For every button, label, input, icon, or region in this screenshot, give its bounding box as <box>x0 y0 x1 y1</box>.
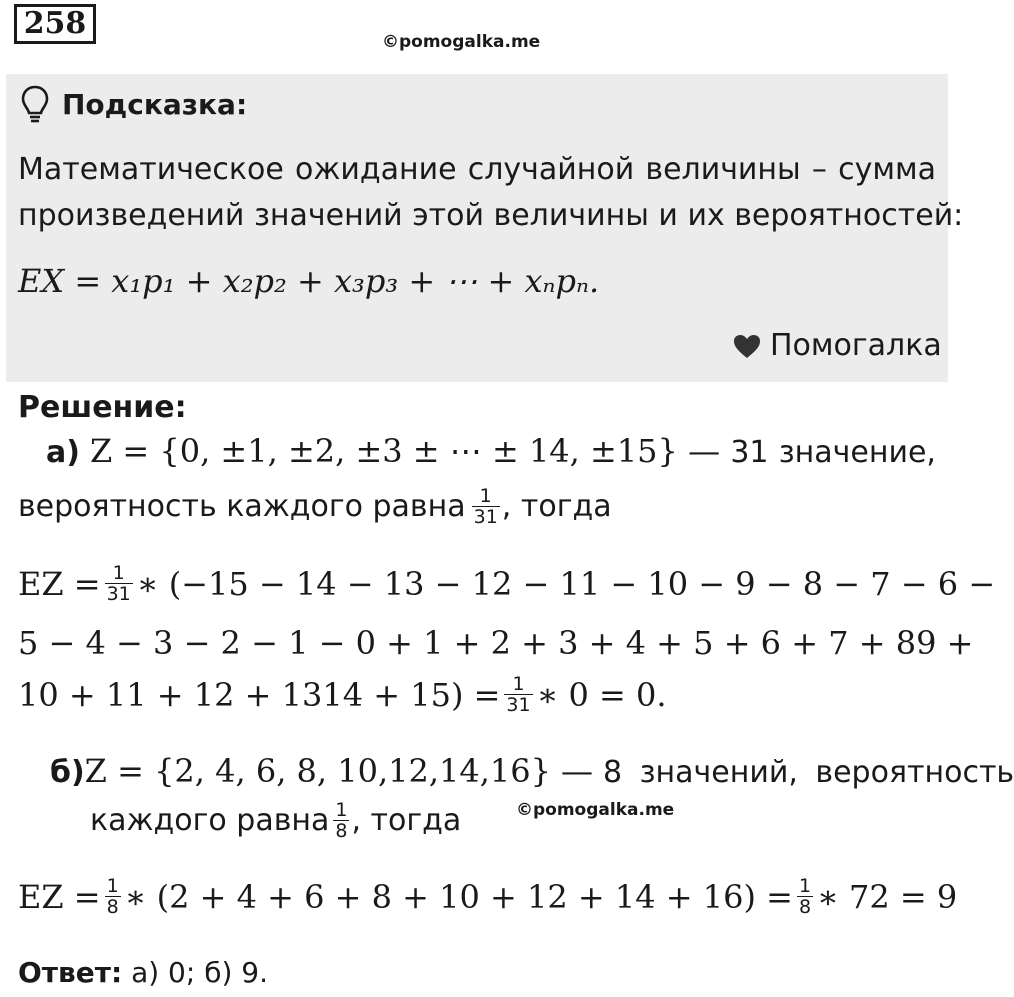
part-b-then: , тогда <box>351 803 462 838</box>
fraction-denominator: 8 <box>798 896 812 918</box>
part-a-line-2 <box>18 486 612 527</box>
part-b-calc <box>18 876 957 917</box>
fraction-denominator: 31 <box>473 506 498 528</box>
part-b-text: 8 значений, вероятность <box>602 755 1014 790</box>
part-b-label: б) <box>50 755 85 790</box>
problem-number: 258 <box>14 4 96 44</box>
lightbulb-icon <box>20 84 50 129</box>
calc-prefix: 10 + 11 + 12 + 1314 + 15) = <box>18 675 501 714</box>
hint-word: ожидание <box>294 152 457 187</box>
hint-formula: EX = x₁p₁ + x₂p₂ + x₃p₃ + ⋯ + xₙpₙ. <box>18 262 600 300</box>
answer-text: а) 0; б) 9. <box>122 956 269 989</box>
fraction-denominator: 8 <box>106 896 119 918</box>
calc-suffix: ∗ 72 = 9 <box>817 877 958 916</box>
part-a-dash: — <box>688 432 721 470</box>
calc-prefix: EZ = <box>18 877 101 916</box>
part-b-line-2 <box>90 800 461 841</box>
watermark-top: ©pomogalka.me <box>382 32 541 52</box>
heart-icon <box>733 334 761 365</box>
part-a-calc-3 <box>18 674 667 715</box>
answer-label: Ответ: <box>18 956 123 989</box>
part-a-then: , тогда <box>501 489 612 524</box>
fraction <box>472 486 500 527</box>
part-a-label: а) <box>46 435 80 470</box>
calc-prefix: EZ = <box>18 564 101 603</box>
part-a-calc-1 <box>18 563 995 604</box>
fraction <box>333 800 349 841</box>
fraction-numerator: 1 <box>105 563 133 584</box>
brand-label: Помогалка <box>770 328 942 363</box>
hint-word: сумма <box>838 152 936 187</box>
fraction <box>105 876 121 917</box>
solution-title: Решение: <box>18 390 187 425</box>
fraction-denominator: 31 <box>106 583 131 605</box>
answer-line <box>18 956 268 989</box>
calc-suffix: ∗ 0 = 0. <box>536 675 667 714</box>
part-a-set: Z = {0, ±1, ±2, ±3 ± ⋯ ± 14, ±15} <box>89 432 678 470</box>
fraction-denominator: 8 <box>335 820 348 842</box>
part-a-count-word: значение, <box>778 435 936 470</box>
part-b-prob-text: каждого равна <box>90 803 330 838</box>
part-a-prob-text: вероятность каждого равна <box>18 489 466 524</box>
fraction-numerator: 1 <box>106 875 119 897</box>
hint-line-2: произведений значений этой величины и их вероятностей: <box>18 198 964 233</box>
hint-title: Подсказка: <box>62 88 248 121</box>
hint-word: случайной <box>467 152 635 187</box>
fraction-numerator: 1 <box>504 674 532 695</box>
hint-word: величины <box>645 152 801 187</box>
watermark-middle: ©pomogalka.me <box>516 800 675 820</box>
part-a-count: 31 <box>730 435 769 470</box>
hint-word: Математическое <box>18 152 284 187</box>
calc-rest: ∗ (−15 − 14 − 13 − 12 − 11 − 10 − 9 − 8 − 7 − 6 − <box>136 564 996 603</box>
fraction-denominator: 31 <box>506 694 531 716</box>
fraction-numerator: 1 <box>335 799 348 821</box>
part-b-dash: — <box>560 752 593 790</box>
hint-word: – <box>811 152 827 187</box>
part-b-line-1 <box>50 752 1014 790</box>
fraction-numerator: 1 <box>798 875 812 897</box>
calc-mid: ∗ (2 + 4 + 6 + 8 + 10 + 12 + 14 + 16) = <box>124 877 793 916</box>
fraction-numerator: 1 <box>472 486 500 507</box>
fraction <box>105 563 133 604</box>
part-b-set: Z = {2, 4, 6, 8, 10,12,14,16} <box>84 752 551 790</box>
hint-line-1 <box>18 152 936 187</box>
part-a-calc-2: 5 − 4 − 3 − 2 − 1 − 0 + 1 + 2 + 3 + 4 + 5 + 6 + 7 + 89 + <box>18 624 974 662</box>
fraction <box>504 674 532 715</box>
fraction <box>797 876 813 917</box>
part-a-line-1 <box>18 432 936 470</box>
